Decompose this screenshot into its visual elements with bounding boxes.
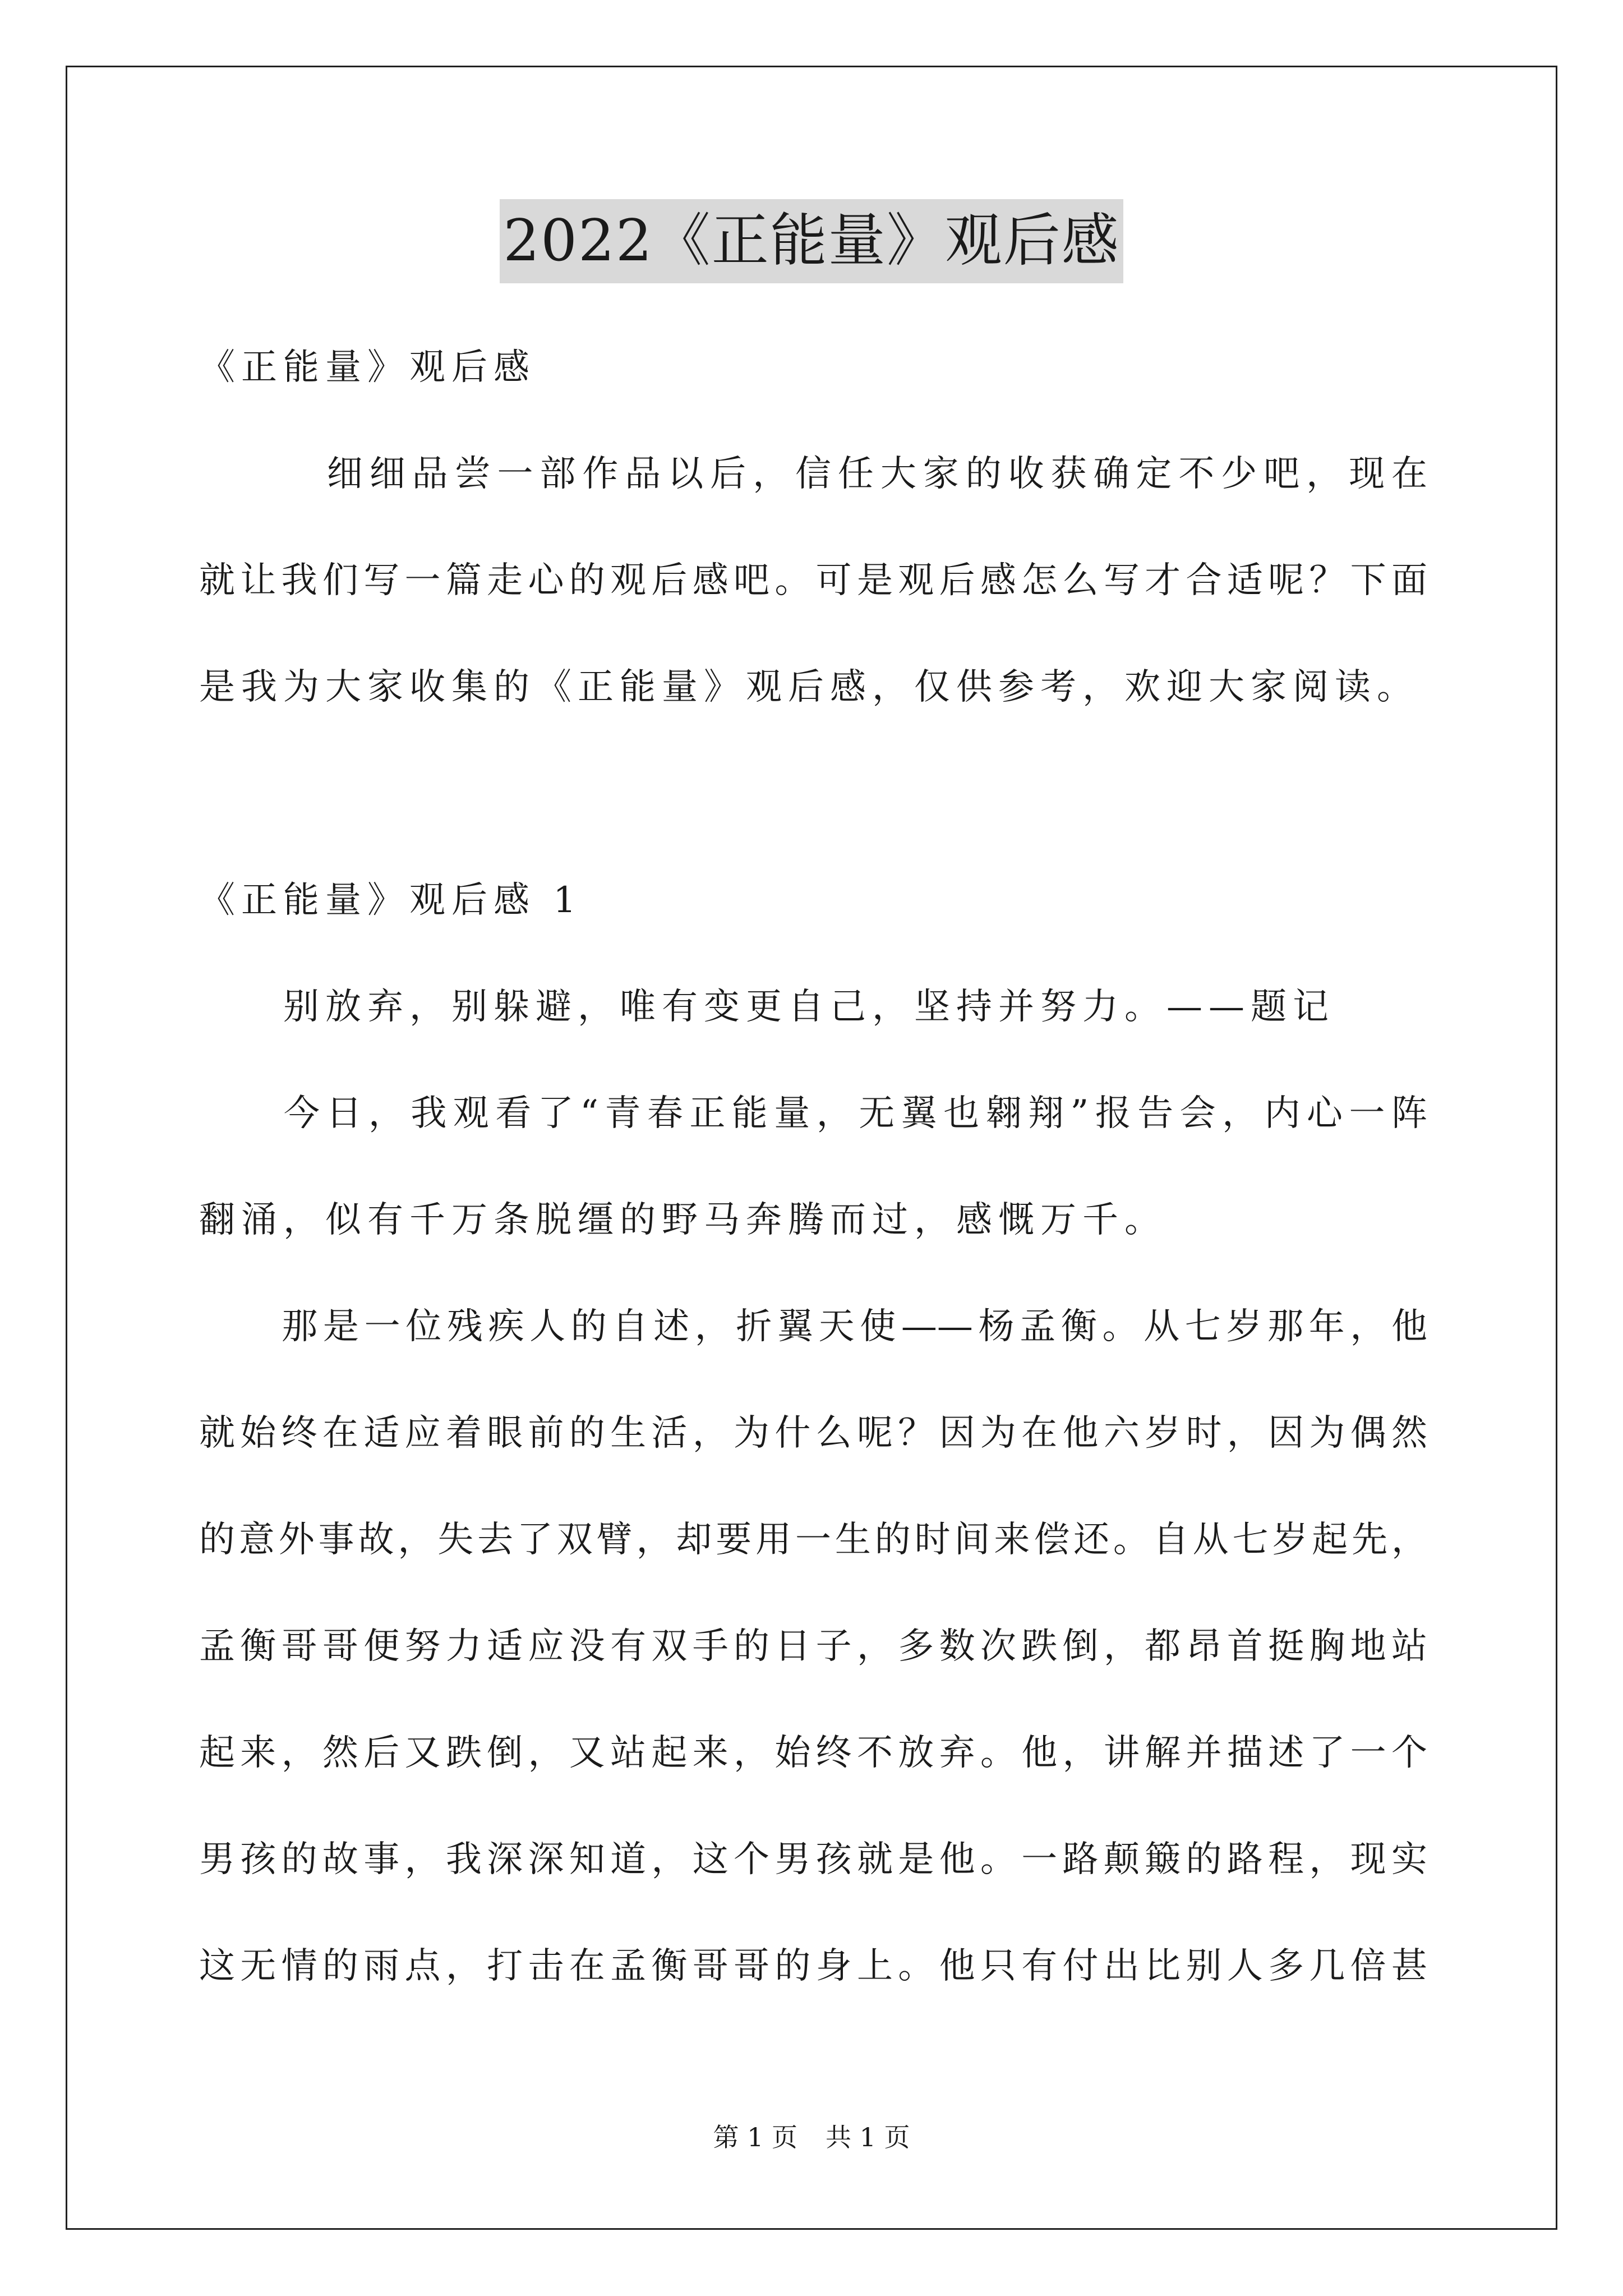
- title-container: [0, 199, 1623, 283]
- paragraph-line: 男孩的故事，我深深知道，这个男孩就是他。一路颠簸的路程，现实: [199, 1839, 1427, 1880]
- subtitle-line: 《正能量》观后感: [199, 347, 536, 388]
- paragraph-line: 翻涌，似有千万条脱缰的野马奔腾而过，感慨万千。: [199, 1199, 1166, 1241]
- paragraph-line: 今日，我观看了“青春正能量，无翼也翱翔”报告会，内心一阵: [199, 1093, 1427, 1134]
- paragraph-line: 的意外事故，失去了双臂，却要用一生的时间来偿还。自从七岁起先，: [199, 1519, 1427, 1561]
- blank-line: [199, 740, 1427, 847]
- paragraph-line: 这无情的雨点，打击在孟衡哥哥的身上。他只有付出比别人多几倍甚: [199, 1945, 1427, 1987]
- paragraph-line: 细细品尝一部作品以后，信任大家的收获确定不少吧，现在: [199, 453, 1427, 495]
- paragraph-line: 就始终在适应着眼前的生活，为什么呢？因为在他六岁时，因为偶然: [199, 1412, 1427, 1454]
- paragraph-line: 别放弃，别躲避，唯有变更自己，坚持并努力。——题记: [199, 986, 1335, 1028]
- paragraph-line: 就让我们写一篇走心的观后感吧。可是观后感怎么写才合适呢？下面: [199, 560, 1427, 601]
- page-footer: [0, 2120, 1623, 2154]
- paragraph-line: 孟衡哥哥便努力适应没有双手的日子，多数次跌倒，都昂首挺胸地站: [199, 1626, 1427, 1667]
- document-body: [199, 314, 1427, 2019]
- page-number: 第 1 页: [713, 2122, 797, 2152]
- section-heading: 《正能量》观后感 1: [199, 880, 583, 921]
- paragraph-line: 是我为大家收集的《正能量》观后感，仅供参考，欢迎大家阅读。: [199, 666, 1419, 708]
- page-total: 共 1 页: [826, 2122, 910, 2152]
- paragraph-line: 那是一位残疾人的自述，折翼天使——杨孟衡。从七岁那年，他: [199, 1306, 1427, 1347]
- paragraph-line: 起来，然后又跌倒，又站起来，始终不放弃。他，讲解并描述了一个: [199, 1732, 1427, 1774]
- document-title: 2022《正能量》观后感: [500, 199, 1123, 283]
